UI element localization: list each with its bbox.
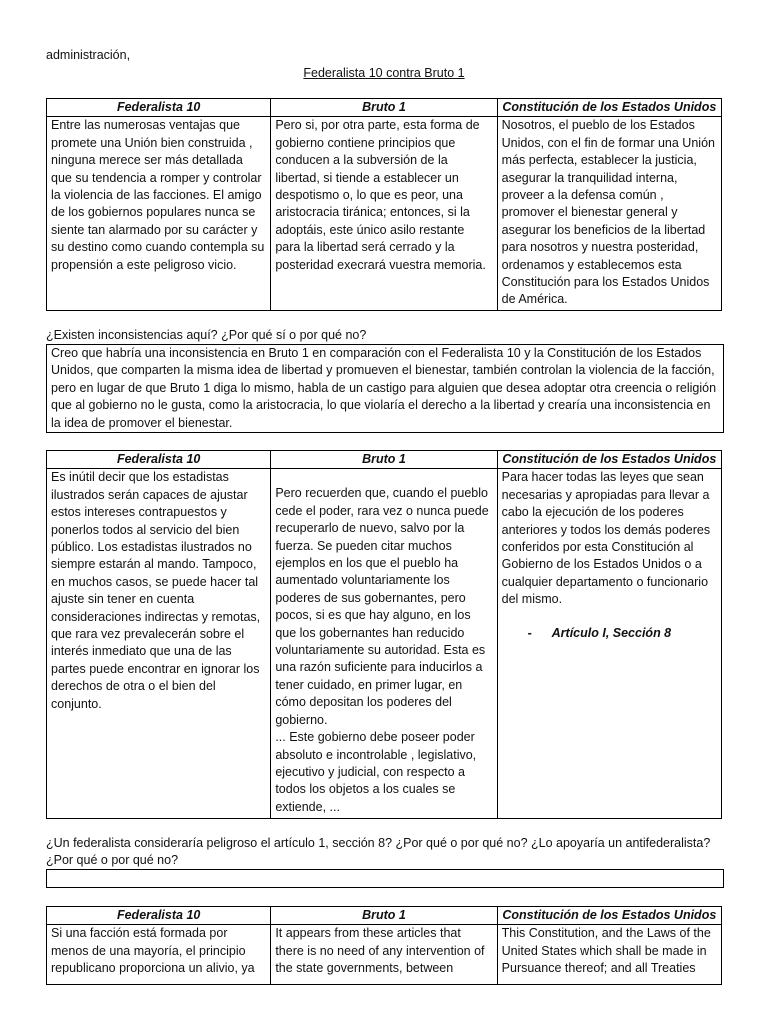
constitucion-cell <box>497 469 721 819</box>
header-federalista: Federalista 10 <box>47 451 271 469</box>
header-federalista: Federalista 10 <box>47 99 271 117</box>
header-bruto: Bruto 1 <box>271 99 497 117</box>
bruto-cell: Pero si, por otra parte, esta forma de gobierno contiene principios que conducen a la subversión de la libertad, si tiende a establecer un despotismo o, lo que es peor, una aristocracia tiránica; entonces, si la adoptáis, este único asilo restante para la libertad será cerrado y la posteridad execrará vuestra memoria. <box>271 117 497 311</box>
header-bruto: Bruto 1 <box>271 907 497 925</box>
table-row <box>47 469 722 819</box>
header-federalista: Federalista 10 <box>47 907 271 925</box>
article-label: Artículo I, Sección 8 <box>551 625 672 640</box>
constitucion-paragraph: Para hacer todas las leyes que sean necesarias y apropiadas para llevar a cabo la ejecución de los poderes anteriores y todos los demás poderes conferidos por esta Constitución al Gobierno de los Estados Unidos o a cualquier departamento o funcionario del mismo. <box>501 470 711 607</box>
comparison-table-1 <box>46 98 722 311</box>
bullet-dash: - <box>527 625 532 640</box>
table-row <box>47 117 722 311</box>
article-reference <box>502 625 717 642</box>
comparison-table-3 <box>46 906 722 985</box>
answer-box-1: Creo que habría una inconsistencia en Bruto 1 en comparación con el Federalista 10 y la Constitución de los Estados Unidos, que comparten la misma idea de libertad y promueven el bienestar, también controlan la violencia de la facción, pero en lugar de que Bruto 1 diga lo mismo, habla de un castigo para alguien que desea adoptar otra creencia o religión que al gobierno no le gusta, como la aristocracia, lo que violaría el derecho a la libertad y crearía una inconsistencia en la idea de promover el bienestar. <box>46 344 724 433</box>
header-constitucion: Constitución de los Estados Unidos <box>497 451 721 469</box>
federalista-cell: Es inútil decir que los estadistas ilustrados serán capaces de ajustar estos intereses contrapuestos y ponerlos todos al servicio del bien público. Los estadistas ilustrados no siempre estarán al mando. Tampoco, en muchos casos, se puede hacer tal ajuste sin tener en cuenta consideraciones indirectas y remotas, que rara vez prevalecerán sobre el interés inmediato que una de las partes puede encontrar en ignorar los derechos de otra o el bien del conjunto. <box>47 469 271 819</box>
answer-box-2[interactable] <box>46 869 724 888</box>
comparison-table-2 <box>46 450 722 819</box>
bruto-paragraph-1: Pero recuerden que, cuando el pueblo cede el poder, rara vez o nunca puede recuperarlo de nuevo, salvo por la fuerza. Se pueden citar muchos ejemplos en los que el pueblo ha aumentado voluntariamente los poderes de sus gobernantes, pero pocos, si es que hay alguno, en los que los gobernantes han reducido voluntariamente su autoridad. Esta es una razón suficiente para inducirlos a tener cuidado, en primer lugar, en cómo depositan los poderes del gobierno. <box>275 486 489 727</box>
header-constitucion: Constitución de los Estados Unidos <box>497 907 721 925</box>
table-row <box>47 925 722 985</box>
table-header-row <box>47 99 722 117</box>
header-bruto: Bruto 1 <box>271 451 497 469</box>
question-1: ¿Existen inconsistencias aquí? ¿Por qué sí o por qué no? <box>46 328 367 342</box>
table-header-row <box>47 907 722 925</box>
constitucion-cell: Nosotros, el pueblo de los Estados Unidos, con el fin de formar una Unión más perfecta, establecer la justicia, asegurar la tranquilidad interna, proveer a la defensa común , promover el bienestar general y asegurar los beneficios de la libertad para nosotros y nuestra posteridad, ordenamos y establecemos esta Constitución para los Estados Unidos de América. <box>497 117 721 311</box>
bruto-cell <box>271 469 497 819</box>
table-header-row <box>47 451 722 469</box>
federalista-cell: Si una facción está formada por menos de una mayoría, el principio republicano proporciona un alivio, ya <box>47 925 271 985</box>
bruto-paragraph-2: ... Este gobierno debe poseer poder absoluto e incontrolable , legislativo, ejecutivo y judicial, con respecto a todos los objetos a los cuales se extiende, ... <box>275 730 477 814</box>
header-constitucion: Constitución de los Estados Unidos <box>497 99 721 117</box>
question-2: ¿Un federalista consideraría peligroso el artículo 1, sección 8? ¿Por qué o por qué no? ¿Lo apoyaría un antifederalista? ¿Por qué o por qué no? <box>46 836 711 868</box>
federalista-cell: Entre las numerosas ventajas que promete una Unión bien construida , ninguna merece ser más detallada que su tendencia a romper y controlar la violencia de las facciones. El amigo de los gobiernos populares nunca se siente tan alarmado por su carácter y su destino como cuando contempla su propensión a este peligroso vicio. <box>47 117 271 311</box>
bruto-cell: It appears from these articles that there is no need of any intervention of the state governments, between <box>271 925 497 985</box>
page-title: Federalista 10 contra Bruto 1 <box>303 66 465 80</box>
constitucion-cell: This Constitution, and the Laws of the United States which shall be made in Pursuance thereof; and all Treaties <box>497 925 721 985</box>
top-line: administración, <box>46 48 131 62</box>
